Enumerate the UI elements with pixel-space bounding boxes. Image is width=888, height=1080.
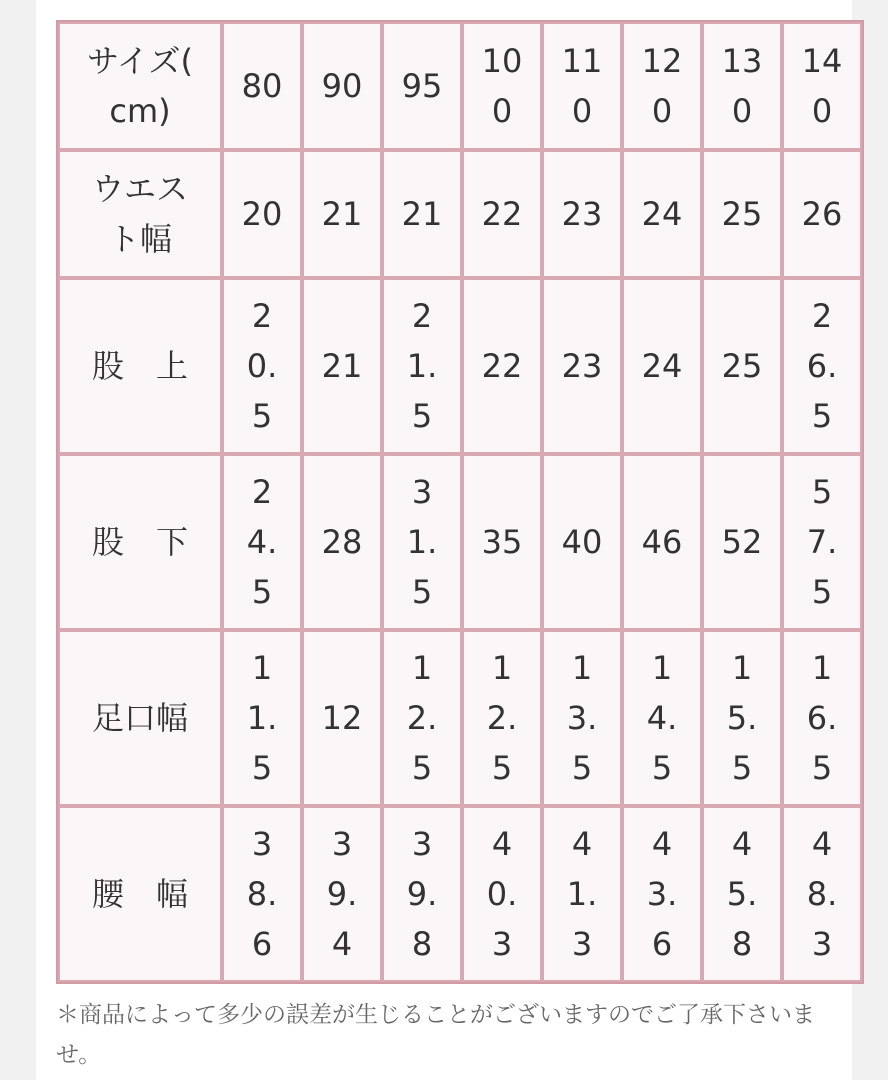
- page: [36, 0, 852, 1080]
- cell-text: 12: [641, 42, 683, 80]
- table-cell: [782, 454, 862, 630]
- cell-text: 4: [331, 925, 353, 963]
- row-label-cell: [58, 630, 222, 806]
- size-cell-110: [542, 22, 622, 150]
- table-row: [58, 278, 862, 454]
- cell-text: 5: [411, 749, 433, 787]
- cell-text: 0: [491, 92, 513, 130]
- cell-text: 2: [251, 473, 273, 511]
- table-cell: [702, 454, 782, 630]
- cell-text: 24: [641, 195, 683, 233]
- size-table: [56, 20, 864, 984]
- cell-text: 46: [641, 523, 683, 561]
- table-cell: [462, 150, 542, 278]
- row-label-text: 股 上: [91, 347, 188, 385]
- table-cell: [382, 454, 462, 630]
- table-cell: [222, 806, 302, 982]
- cell-text: 5: [811, 749, 833, 787]
- cell-text: 5: [411, 573, 433, 611]
- row-label-cell: [58, 150, 222, 278]
- row-label-text: ト幅: [107, 220, 172, 258]
- cell-text: 26: [801, 195, 843, 233]
- cell-text: 11: [561, 42, 603, 80]
- cell-text: 7.: [806, 523, 838, 561]
- cell-text: 4.: [246, 523, 278, 561]
- table-cell: [382, 150, 462, 278]
- size-header-line: cm): [109, 92, 171, 130]
- size-cell-140: [782, 22, 862, 150]
- cell-text: 95: [401, 67, 443, 105]
- table-row: [58, 630, 862, 806]
- cell-text: 1.: [246, 699, 278, 737]
- cell-text: 6.: [806, 699, 838, 737]
- cell-text: 9.: [326, 875, 358, 913]
- table-cell: [702, 630, 782, 806]
- table-cell: [302, 278, 382, 454]
- cell-text: 4: [811, 825, 833, 863]
- cell-text: 4: [651, 825, 673, 863]
- cell-text: 5.: [726, 875, 758, 913]
- cell-text: 90: [321, 67, 363, 105]
- cell-text: 2: [411, 297, 433, 335]
- table-cell: [542, 454, 622, 630]
- cell-text: 2.: [486, 699, 518, 737]
- cell-text: 3: [411, 825, 433, 863]
- cell-text: 3: [491, 925, 513, 963]
- cell-text: 5: [651, 749, 673, 787]
- size-header-line: サイズ(: [87, 42, 193, 80]
- cell-text: 3.: [566, 699, 598, 737]
- table-cell: [382, 630, 462, 806]
- cell-text: 6: [651, 925, 673, 963]
- cell-text: 2: [811, 297, 833, 335]
- table-cell: [382, 806, 462, 982]
- table-cell: [622, 630, 702, 806]
- cell-text: 14: [801, 42, 843, 80]
- cell-text: 1: [411, 649, 433, 687]
- table-cell: [462, 806, 542, 982]
- table-cell: [542, 150, 622, 278]
- cell-text: 3: [811, 925, 833, 963]
- table-cell: [462, 630, 542, 806]
- cell-text: 8.: [806, 875, 838, 913]
- table-cell: [222, 278, 302, 454]
- cell-text: 22: [481, 347, 523, 385]
- cell-text: 5.: [726, 699, 758, 737]
- cell-text: 1: [251, 649, 273, 687]
- table-row: [58, 806, 862, 982]
- cell-text: 23: [561, 347, 603, 385]
- cell-text: 1.: [406, 347, 438, 385]
- cell-text: 25: [721, 347, 763, 385]
- table-cell: [782, 278, 862, 454]
- cell-text: 21: [321, 195, 363, 233]
- cell-text: 1: [491, 649, 513, 687]
- cell-text: 2: [251, 297, 273, 335]
- cell-text: 5: [251, 397, 273, 435]
- table-cell: [542, 630, 622, 806]
- cell-text: 80: [241, 67, 283, 105]
- cell-text: 25: [721, 195, 763, 233]
- table-cell: [782, 806, 862, 982]
- cell-text: 0: [811, 92, 833, 130]
- cell-text: 52: [721, 523, 763, 561]
- table-cell: [702, 150, 782, 278]
- cell-text: 1: [571, 649, 593, 687]
- table-cell: [702, 278, 782, 454]
- cell-text: 3: [411, 473, 433, 511]
- row-label-text: 股 下: [91, 523, 188, 561]
- cell-text: 8: [411, 925, 433, 963]
- cell-text: 21: [321, 347, 363, 385]
- cell-text: 6.: [806, 347, 838, 385]
- cell-text: 2.: [406, 699, 438, 737]
- table-cell: [302, 806, 382, 982]
- table-cell: [462, 278, 542, 454]
- cell-text: 3.: [646, 875, 678, 913]
- cell-text: 20: [241, 195, 283, 233]
- table-cell: [782, 630, 862, 806]
- table-cell: [382, 278, 462, 454]
- cell-text: 22: [481, 195, 523, 233]
- cell-text: 5: [731, 749, 753, 787]
- cell-text: 35: [481, 523, 523, 561]
- table-cell: [622, 278, 702, 454]
- size-cell-90: [302, 22, 382, 150]
- cell-text: 1.: [566, 875, 598, 913]
- cell-text: 3: [251, 825, 273, 863]
- cell-text: 4: [491, 825, 513, 863]
- cell-text: 1.: [406, 523, 438, 561]
- cell-text: 5: [491, 749, 513, 787]
- cell-text: 3: [331, 825, 353, 863]
- size-cell-80: [222, 22, 302, 150]
- cell-text: 10: [481, 42, 523, 80]
- cell-text: 24: [641, 347, 683, 385]
- table-cell: [622, 150, 702, 278]
- cell-text: 40: [561, 523, 603, 561]
- cell-text: 21: [401, 195, 443, 233]
- cell-text: 5: [251, 749, 273, 787]
- table-cell: [302, 454, 382, 630]
- cell-text: 23: [561, 195, 603, 233]
- row-label-text: ウエス: [91, 170, 188, 208]
- cell-text: 5: [411, 397, 433, 435]
- cell-text: 5: [571, 749, 593, 787]
- cell-text: 4: [571, 825, 593, 863]
- cell-text: 9.: [406, 875, 438, 913]
- cell-text: 4: [731, 825, 753, 863]
- row-label-text: 足口幅: [91, 699, 188, 737]
- table-cell: [782, 150, 862, 278]
- size-cell-100: [462, 22, 542, 150]
- cell-text: 8: [731, 925, 753, 963]
- table-cell: [542, 278, 622, 454]
- table-row: [58, 454, 862, 630]
- cell-text: 0: [571, 92, 593, 130]
- table-cell: [222, 454, 302, 630]
- cell-text: 5: [251, 573, 273, 611]
- size-cell-130: [702, 22, 782, 150]
- table-cell: [542, 806, 622, 982]
- cell-text: 5: [811, 573, 833, 611]
- row-label-cell: [58, 454, 222, 630]
- table-cell: [622, 454, 702, 630]
- cell-text: 5: [811, 397, 833, 435]
- cell-text: 0.: [486, 875, 518, 913]
- table-body: [58, 150, 862, 982]
- cell-text: 12: [321, 699, 363, 737]
- row-label-text: 腰 幅: [91, 875, 188, 913]
- row-label-cell: [58, 806, 222, 982]
- cell-text: 1: [811, 649, 833, 687]
- table-cell: [222, 150, 302, 278]
- size-header-cell: [58, 22, 222, 150]
- cell-text: 13: [721, 42, 763, 80]
- disclaimer-note: ＊商品によって多少の誤差が生じることがございますのでご了承下さいませ。: [56, 1002, 815, 1068]
- table-cell: [702, 806, 782, 982]
- cell-text: 0: [651, 92, 673, 130]
- cell-text: 1: [651, 649, 673, 687]
- table-header-row: [58, 22, 862, 150]
- table-cell: [462, 454, 542, 630]
- cell-text: 0.: [246, 347, 278, 385]
- row-label-cell: [58, 278, 222, 454]
- cell-text: 6: [251, 925, 273, 963]
- cell-text: 1: [731, 649, 753, 687]
- cell-text: 28: [321, 523, 363, 561]
- table-cell: [302, 150, 382, 278]
- table-cell: [622, 806, 702, 982]
- size-cell-95: [382, 22, 462, 150]
- cell-text: 3: [571, 925, 593, 963]
- cell-text: 0: [731, 92, 753, 130]
- cell-text: 4.: [646, 699, 678, 737]
- table-cell: [302, 630, 382, 806]
- table-row: [58, 150, 862, 278]
- size-cell-120: [622, 22, 702, 150]
- cell-text: 8.: [246, 875, 278, 913]
- cell-text: 5: [811, 473, 833, 511]
- table-cell: [222, 630, 302, 806]
